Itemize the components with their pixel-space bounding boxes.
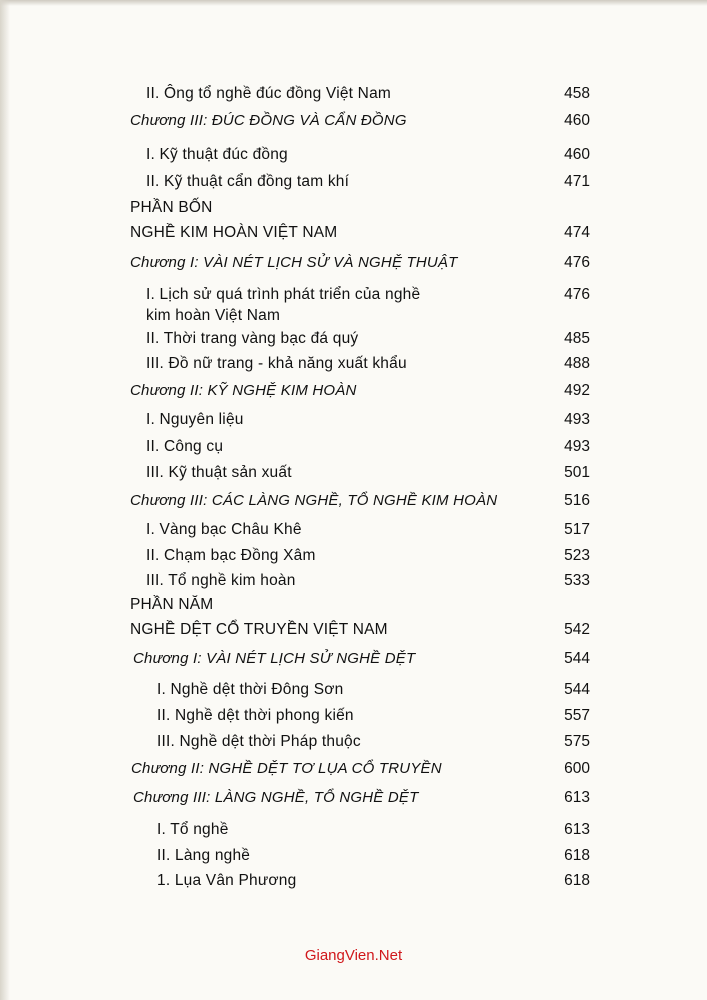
toc-entry-page: 493: [564, 438, 590, 455]
toc-entry-page: 557: [564, 707, 590, 724]
toc-entry: [0, 705, 707, 729]
toc-entry: [0, 594, 707, 618]
toc-entry-title: NGHỀ DỆT CỔ TRUYỀN VIỆT NAM: [130, 621, 388, 638]
toc-entry-title: Chương II: KỸ NGHỆ KIM HOÀN: [130, 382, 357, 399]
toc-entry-page: 488: [564, 355, 590, 372]
toc-entry-title: III. Đồ nữ trang - khả năng xuất khẩu: [146, 355, 407, 372]
toc-entry-page: 458: [564, 85, 590, 102]
toc-entry-page: 544: [564, 681, 590, 698]
toc-entry: [0, 870, 707, 894]
toc-entry-page: 542: [564, 621, 590, 638]
toc-entry: [0, 328, 707, 352]
toc-entry-title: Chương III: CÁC LÀNG NGHỀ, TỔ NGHỀ KIM HOÀN: [130, 492, 498, 509]
toc-entry: [0, 679, 707, 703]
toc-entry: [0, 731, 707, 755]
toc-entry: [0, 519, 707, 543]
toc-entry: [0, 619, 707, 643]
toc-entry-page: 460: [564, 146, 590, 163]
toc-entry: [0, 83, 707, 107]
toc-entry-title: I. Tổ nghề: [157, 821, 229, 838]
toc-entry-title: Chương II: NGHỀ DỆT TƠ LỤA CỔ TRUYỀN: [131, 760, 442, 777]
toc-entry: [0, 462, 707, 486]
toc-entry-page: 533: [564, 572, 590, 589]
toc-entry: [0, 110, 707, 134]
toc-entry-page: 618: [564, 847, 590, 864]
toc-entry-page: 523: [564, 547, 590, 564]
toc-entry: [0, 570, 707, 594]
toc-entry-title: Chương III: LÀNG NGHỀ, TỔ NGHỀ DỆT: [133, 789, 419, 806]
toc-entry: [0, 171, 707, 195]
toc-entry: [0, 409, 707, 433]
toc-entry: [0, 845, 707, 869]
toc-entry-title: II. Công cụ: [146, 438, 224, 455]
footer-watermark: GiangVien.Net: [304, 947, 403, 964]
toc-entry-page: 600: [564, 760, 590, 777]
toc-entry-page: 613: [564, 821, 590, 838]
toc-entry-title: II. Chạm bạc Đồng Xâm: [146, 547, 316, 564]
toc-entry-title: kim hoàn Việt Nam: [146, 307, 281, 324]
toc-entry-title: PHẦN NĂM: [130, 596, 214, 613]
toc-entry-page: 460: [564, 112, 590, 129]
toc-entry-title: III. Tổ nghề kim hoàn: [146, 572, 296, 589]
toc-entry-title: 1. Lụa Vân Phương: [157, 872, 297, 889]
toc-entry-page: 516: [564, 492, 590, 509]
toc-entry: [0, 490, 707, 514]
toc-entry-title: I. Kỹ thuật đúc đồng: [146, 146, 288, 163]
toc-entry-page: 493: [564, 411, 590, 428]
toc-entry-page: 476: [564, 286, 590, 303]
toc-entry-title: I. Lịch sử quá trình phát triển của nghề: [146, 286, 421, 303]
toc-entry: [0, 648, 707, 672]
toc-entry: [0, 436, 707, 460]
toc-entry-page: 485: [564, 330, 590, 347]
toc-entry-page: 544: [564, 650, 590, 667]
toc-entry-title: II. Thời trang vàng bạc đá quý: [146, 330, 359, 347]
toc-entry-page: 492: [564, 382, 590, 399]
toc-entry-page: 474: [564, 224, 590, 241]
toc-entry-title: III. Kỹ thuật sản xuất: [146, 464, 292, 481]
toc-entry-title: Chương I: VÀI NÉT LỊCH SỬ VÀ NGHỆ THUẬT: [130, 254, 458, 271]
toc-entry-title: II. Kỹ thuật cẩn đồng tam khí: [146, 173, 350, 190]
toc-entry-title: NGHỀ KIM HOÀN VIỆT NAM: [130, 224, 338, 241]
toc-entry-title: I. Vàng bạc Châu Khê: [146, 521, 302, 538]
toc-entry: [0, 758, 707, 782]
toc-entry: [0, 353, 707, 377]
toc-entry: [0, 787, 707, 811]
toc-entry-page: 618: [564, 872, 590, 889]
toc-entry-title: I. Nghề dệt thời Đông Sơn: [157, 681, 344, 698]
toc-entry-page: 476: [564, 254, 590, 271]
toc-entry-page: 575: [564, 733, 590, 750]
toc-entry-title: II. Nghề dệt thời phong kiến: [157, 707, 354, 724]
toc-entry-page: 613: [564, 789, 590, 806]
toc-entry: [0, 144, 707, 168]
toc-entry: [0, 197, 707, 221]
toc-entry-title: II. Làng nghề: [157, 847, 251, 864]
toc-entry: [0, 305, 707, 329]
toc-entry-page: 501: [564, 464, 590, 481]
toc-entry: [0, 222, 707, 246]
toc-entry: [0, 380, 707, 404]
toc-entry: [0, 545, 707, 569]
toc-entry: [0, 819, 707, 843]
toc-entry-page: 517: [564, 521, 590, 538]
toc-entry-title: PHẦN BỐN: [130, 199, 213, 216]
toc-entry-page: 471: [564, 173, 590, 190]
toc-entry-title: Chương III: ĐÚC ĐỒNG VÀ CẨN ĐỒNG: [130, 112, 407, 129]
toc-entry: [0, 252, 707, 276]
toc-entry-title: III. Nghề dệt thời Pháp thuộc: [157, 733, 361, 750]
toc-entry-title: Chương I: VÀI NÉT LỊCH SỬ NGHỀ DỆT: [133, 650, 416, 667]
toc-entry-title: II. Ông tổ nghề đúc đồng Việt Nam: [146, 85, 391, 102]
toc-entry-title: I. Nguyên liệu: [146, 411, 244, 428]
